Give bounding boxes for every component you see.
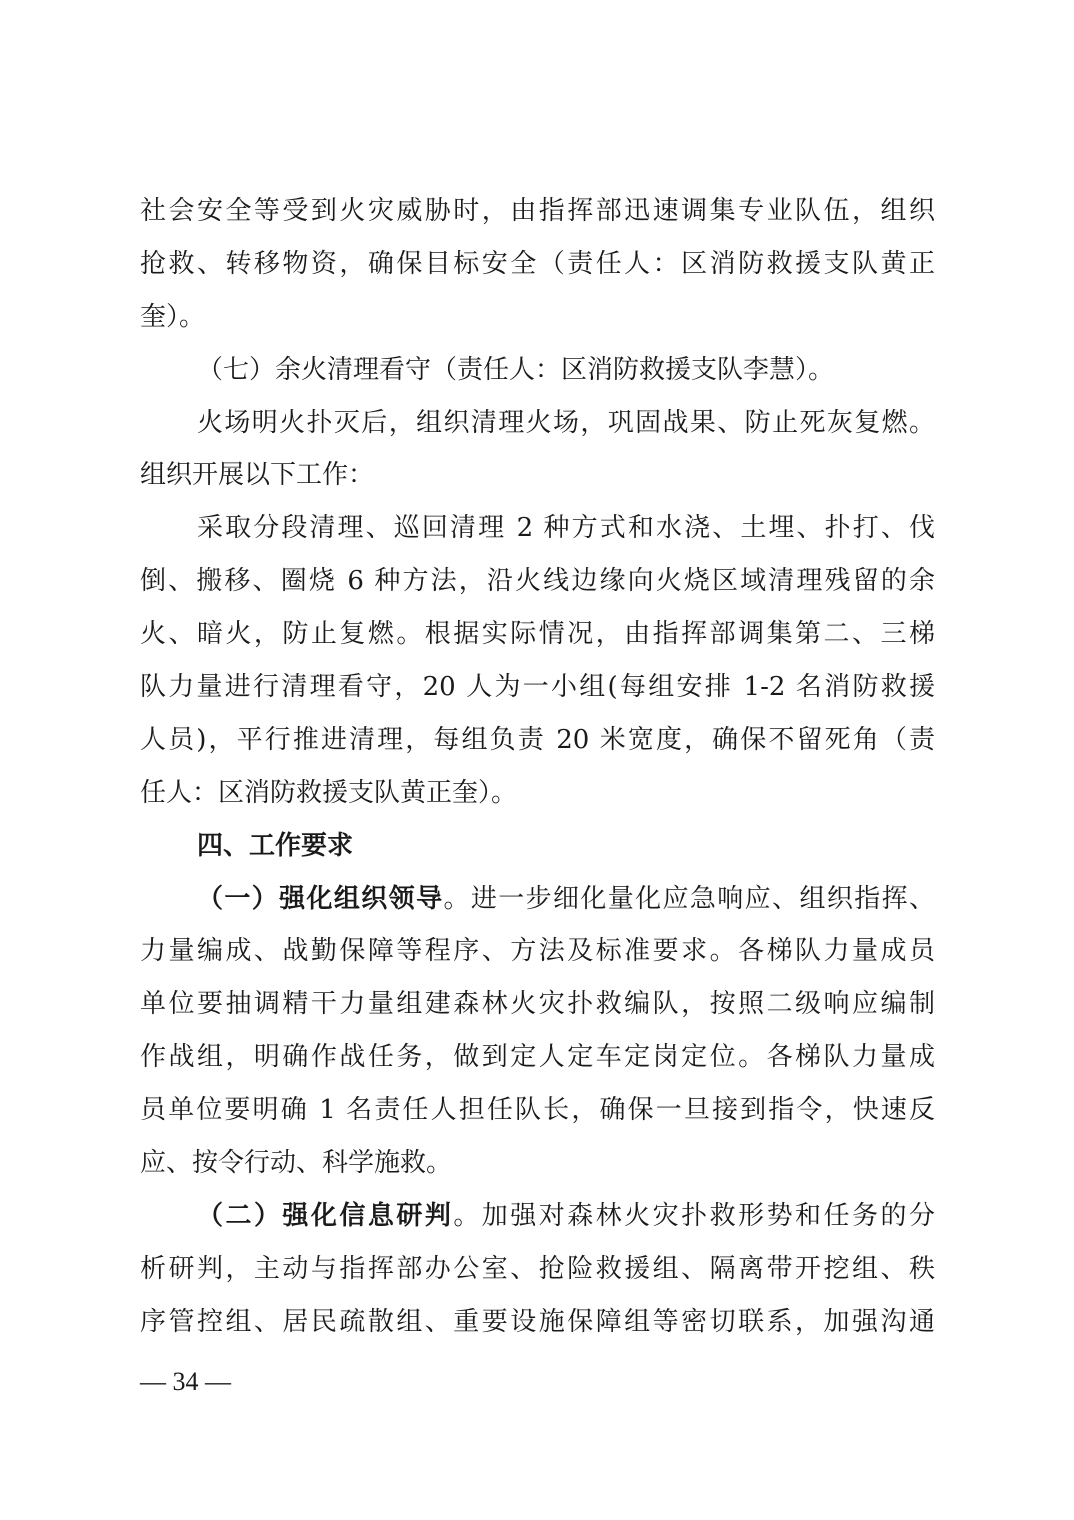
text-line: 析研判，主动与指挥部办公室、抢险救援组、隔离带开挖组、秩 (140, 1253, 935, 1284)
text-line: 抢救、转移物资，确保目标安全（责任人：区消防救援支队黄正 (140, 248, 935, 279)
text-line: 火、暗火，防止复燃。根据实际情况，由指挥部调集第二、三梯 (140, 619, 935, 650)
text-line: 组织开展以下工作： (140, 460, 375, 491)
item-text: 。加强对森林火灾扑救形势和任务的分 (453, 1200, 935, 1231)
text-line: 员单位要明确 1 名责任人担任队长，确保一旦接到指令，快速反 (140, 1095, 935, 1126)
text-line: 序管控组、居民疏散组、重要设施保障组等密切联系，加强沟通 (140, 1306, 935, 1337)
section-heading: 四、工作要求 (197, 830, 354, 861)
document-body (140, 185, 935, 1349)
text-line: 队力量进行清理看守，20 人为一小组(每组安排 1-2 名消防救援 (140, 672, 935, 703)
text-line: 社会安全等受到火灾威胁时，由指挥部迅速调集专业队伍，组织 (140, 196, 935, 226)
text-line: 单位要抽调精干力量组建森林火灾扑救编队，按照二级响应编制 (140, 989, 935, 1020)
item-text: 。进一步细化量化应急响应、组织指挥、 (443, 883, 935, 914)
text-line: 采取分段清理、巡回清理 2 种方式和水浇、土埋、扑打、伐 (197, 513, 935, 544)
item-title: （一）强化组织领导 (197, 883, 444, 914)
section-subheading: （七）余火清理看守（责任人：区消防救援支队李慧）。 (197, 354, 835, 385)
page-number: — 34 — (140, 1367, 231, 1396)
text-line (140, 873, 935, 926)
text-line: 倒、搬移、圈烧 6 种方法，沿火线边缘向火烧区域清理残留的余 (140, 566, 935, 597)
text-line: 奎）。 (140, 301, 206, 332)
text-line: 作战组，明确作战任务，做到定人定车定岗定位。各梯队力量成 (140, 1042, 935, 1073)
text-line: 应、按令行动、科学施救。 (140, 1148, 453, 1179)
text-line: 火场明火扑灭后，组织清理火场，巩固战果、防止死灰复燃。 (197, 407, 935, 438)
text-line: 人员)，平行推进清理，每组负责 20 米宽度，确保不留死角（责 (140, 724, 935, 755)
text-line (140, 1190, 935, 1243)
item-title: （二）强化信息研判 (197, 1200, 454, 1231)
text-line: 任人：区消防救援支队黄正奎）。 (140, 777, 518, 808)
text-line: 力量编成、战勤保障等程序、方法及标准要求。各梯队力量成员 (140, 936, 935, 967)
